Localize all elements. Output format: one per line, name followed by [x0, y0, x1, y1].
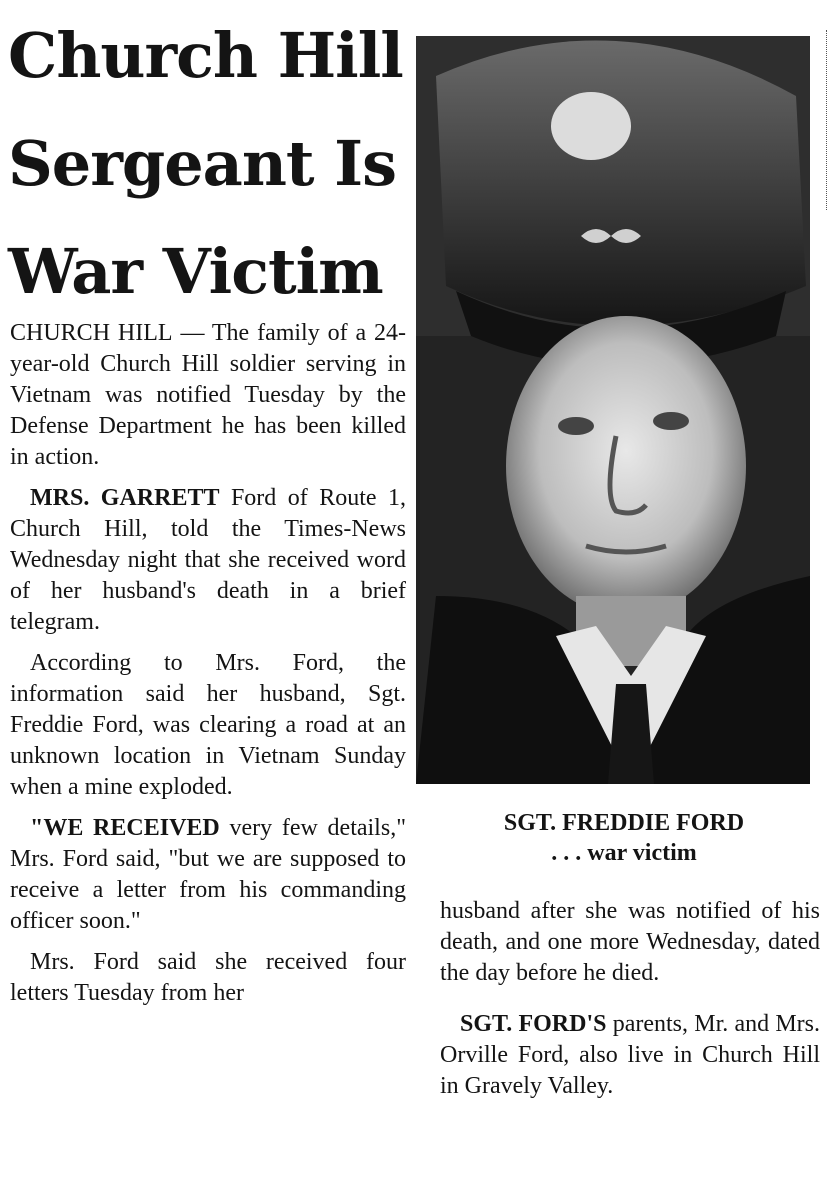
- paragraph-lead: SGT. FORD'S: [460, 1011, 607, 1037]
- paragraph-text: — The family of a 24-year-old Church Hill soldier serving in Vietnam was notified Tuesday by the Defense Department he has been killed in action.: [10, 320, 406, 470]
- caption-name: SGT. FREDDIE FORD: [503, 810, 745, 836]
- caption-subtitle: . . . war victim: [551, 840, 697, 866]
- column-divider: [826, 30, 828, 210]
- headline-line-2: Sergeant Is: [8, 127, 397, 200]
- paragraph-text: According to Mrs. Ford, the information said her husband, Sgt. Freddie Ford, was clearing a road at an unknown location in Vietnam Sunday when a mine exploded.: [10, 650, 406, 800]
- photo-caption: [436, 808, 812, 868]
- paragraph-5: [10, 947, 406, 1009]
- paragraph-text: husband after she was notified of his death, and one more Wednesday, dated the day before he died.: [440, 898, 820, 986]
- paragraph-text: parents, Mr. and Mrs. Orville Ford, also live in Church Hill in Gravely Valley.: [440, 1011, 821, 1099]
- paragraph-2: [10, 483, 406, 638]
- headline-line-1: Church Hill: [8, 19, 403, 92]
- paragraph-lead: "WE RECEIVED: [30, 815, 220, 841]
- paragraph-text: Ford of Route 1, Church Hill, told the Times-News Wednesday night that she received word of her husband's death in a brief telegram.: [10, 485, 406, 635]
- article-column-right: [440, 896, 820, 1112]
- headline: [8, 2, 408, 326]
- paragraph-3: [10, 648, 406, 803]
- dateline: CHURCH HILL: [10, 320, 173, 346]
- paragraph-text: Mrs. Ford said she received four letters Tuesday from her: [10, 949, 406, 1006]
- paragraph-4: [10, 813, 406, 937]
- paragraph-lead: MRS. GARRETT: [30, 485, 220, 511]
- soldier-portrait-image: [416, 36, 810, 784]
- paragraph-1: [10, 318, 406, 473]
- article-column-left: [10, 318, 406, 1019]
- headline-line-3: War Victim: [8, 235, 383, 308]
- paragraph-text: very few details," Mrs. Ford said, "but we are supposed to receive a letter from his commanding officer soon.": [10, 815, 406, 934]
- paragraph-7: [440, 1009, 820, 1102]
- soldier-photo: [416, 36, 810, 784]
- paragraph-6: [440, 896, 820, 989]
